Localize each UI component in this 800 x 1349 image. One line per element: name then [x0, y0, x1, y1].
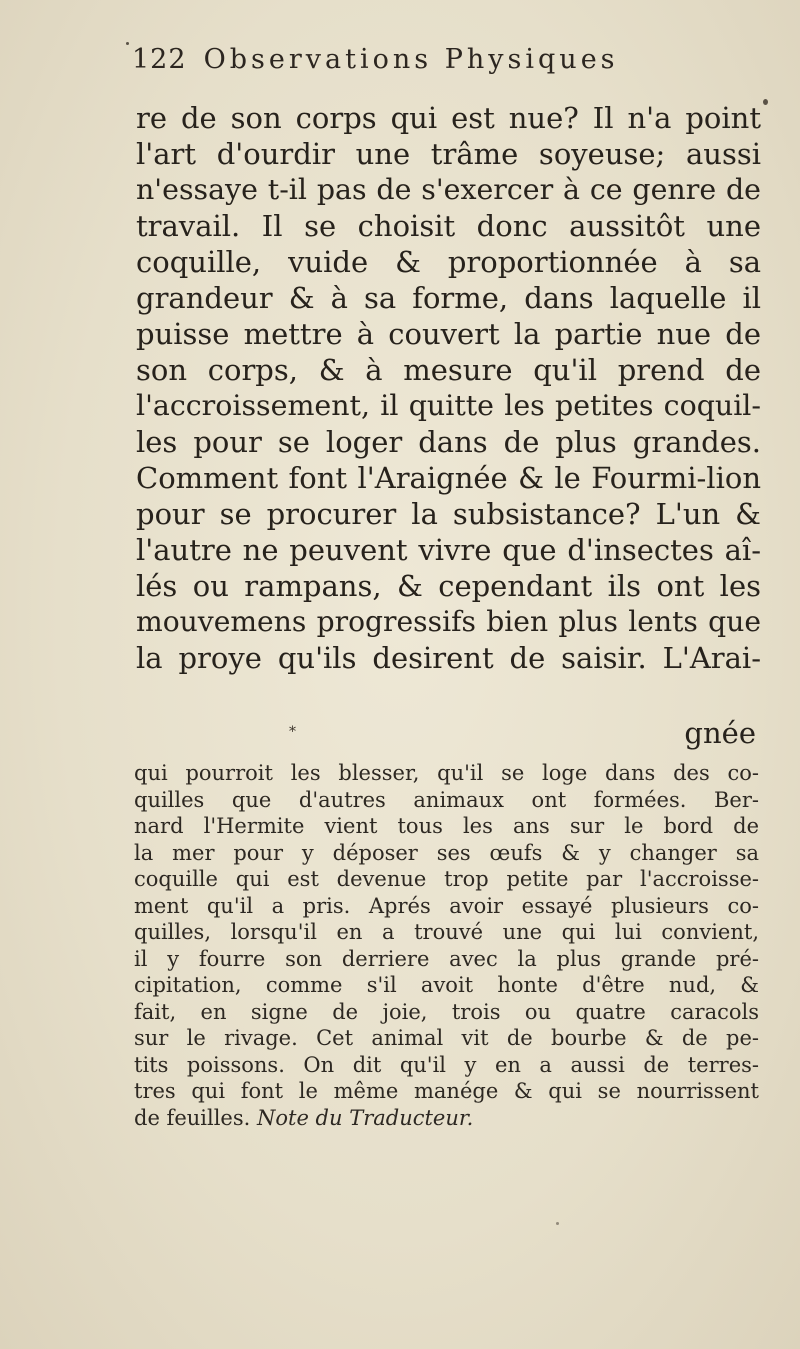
signature-mark: * — [289, 724, 296, 740]
text-line: pour se procurer la subsistance? L'un & — [136, 497, 761, 531]
footnote-line: quilles que d'autres animaux ont formées. Ber- — [134, 787, 759, 812]
text-line: re de son corps qui est nue? Il n'a point — [136, 101, 761, 135]
text-line: l'accroissement, il quitte les petites coquil- — [136, 389, 761, 422]
footnote-text-end: de feuilles. — [134, 1105, 251, 1130]
text-line: la proye qu'ils desirent de saisir. L'Arai- — [136, 641, 761, 675]
text-line: travail. Il se choisit donc aussitôt une — [136, 209, 761, 243]
text-line: coquille, vuide & proportionnée à sa — [136, 245, 761, 279]
footnote-line: qui pourroit les blesser, qu'il se loge dans des co- — [134, 761, 759, 785]
footnote-line: quilles, lorsqu'il en a trouvé une qui lui convient, — [134, 920, 759, 944]
text-line: l'autre ne peuvent vivre que d'insectes aî- — [136, 533, 761, 567]
footnote-line: tres qui font le même manége & qui se nourrissent — [134, 1079, 759, 1103]
catchword: gnée — [684, 716, 756, 750]
footnote-line: fait, en signe de joie, trois ou quatre caracols — [134, 999, 759, 1024]
text-line: les pour se loger dans de plus grandes. — [136, 425, 761, 459]
text-line: n'essaye t-il pas de s'exercer à ce genre de — [136, 173, 761, 206]
footnote-line: il y fourre son derriere avec la plus grande pré- — [134, 946, 759, 971]
footnote-last-line — [134, 1105, 759, 1132]
translator-note-attribution: Note du Traducteur. — [257, 1105, 474, 1130]
footnote-line: ment qu'il a pris. Aprés avoir essayé plusieurs co- — [134, 893, 759, 918]
footnote-line: nard l'Hermite vient tous les ans sur le bord de — [134, 814, 759, 838]
footnote-line: cipitation, comme s'il avoit honte d'être nud, & — [134, 973, 759, 997]
main-text-block — [136, 100, 761, 676]
text-line: mouvemens progressifs bien plus lents que — [136, 605, 761, 638]
ink-speck — [556, 1222, 559, 1225]
footnote-line: tits poissons. On dit qu'il y en a aussi de terres- — [134, 1052, 759, 1077]
ink-speck — [763, 99, 768, 105]
page-number: 122 — [132, 44, 187, 75]
text-line: grandeur & à sa forme, dans laquelle il — [136, 281, 761, 315]
ink-speck — [126, 42, 129, 45]
text-line: Comment font l'Araignée & le Fourmi-lion — [136, 461, 761, 495]
running-title: Observations Physiques — [203, 44, 619, 75]
text-line: son corps, & à mesure qu'il prend de — [136, 353, 761, 387]
footnote-line: la mer pour y déposer ses œufs & y changer sa — [134, 840, 759, 865]
text-line: puisse mettre à couvert la partie nue de — [136, 317, 761, 351]
running-header — [132, 44, 732, 94]
text-line: l'art d'ourdir une trâme soyeuse; aussi — [136, 137, 761, 171]
footnote-line: sur le rivage. Cet animal vit de bourbe & de pe- — [134, 1026, 759, 1050]
footnote-block — [134, 760, 759, 1131]
text-line: lés ou rampans, & cependant ils ont les — [136, 569, 761, 603]
footnote-line: coquille qui est devenue trop petite par l'accroisse- — [134, 867, 759, 891]
